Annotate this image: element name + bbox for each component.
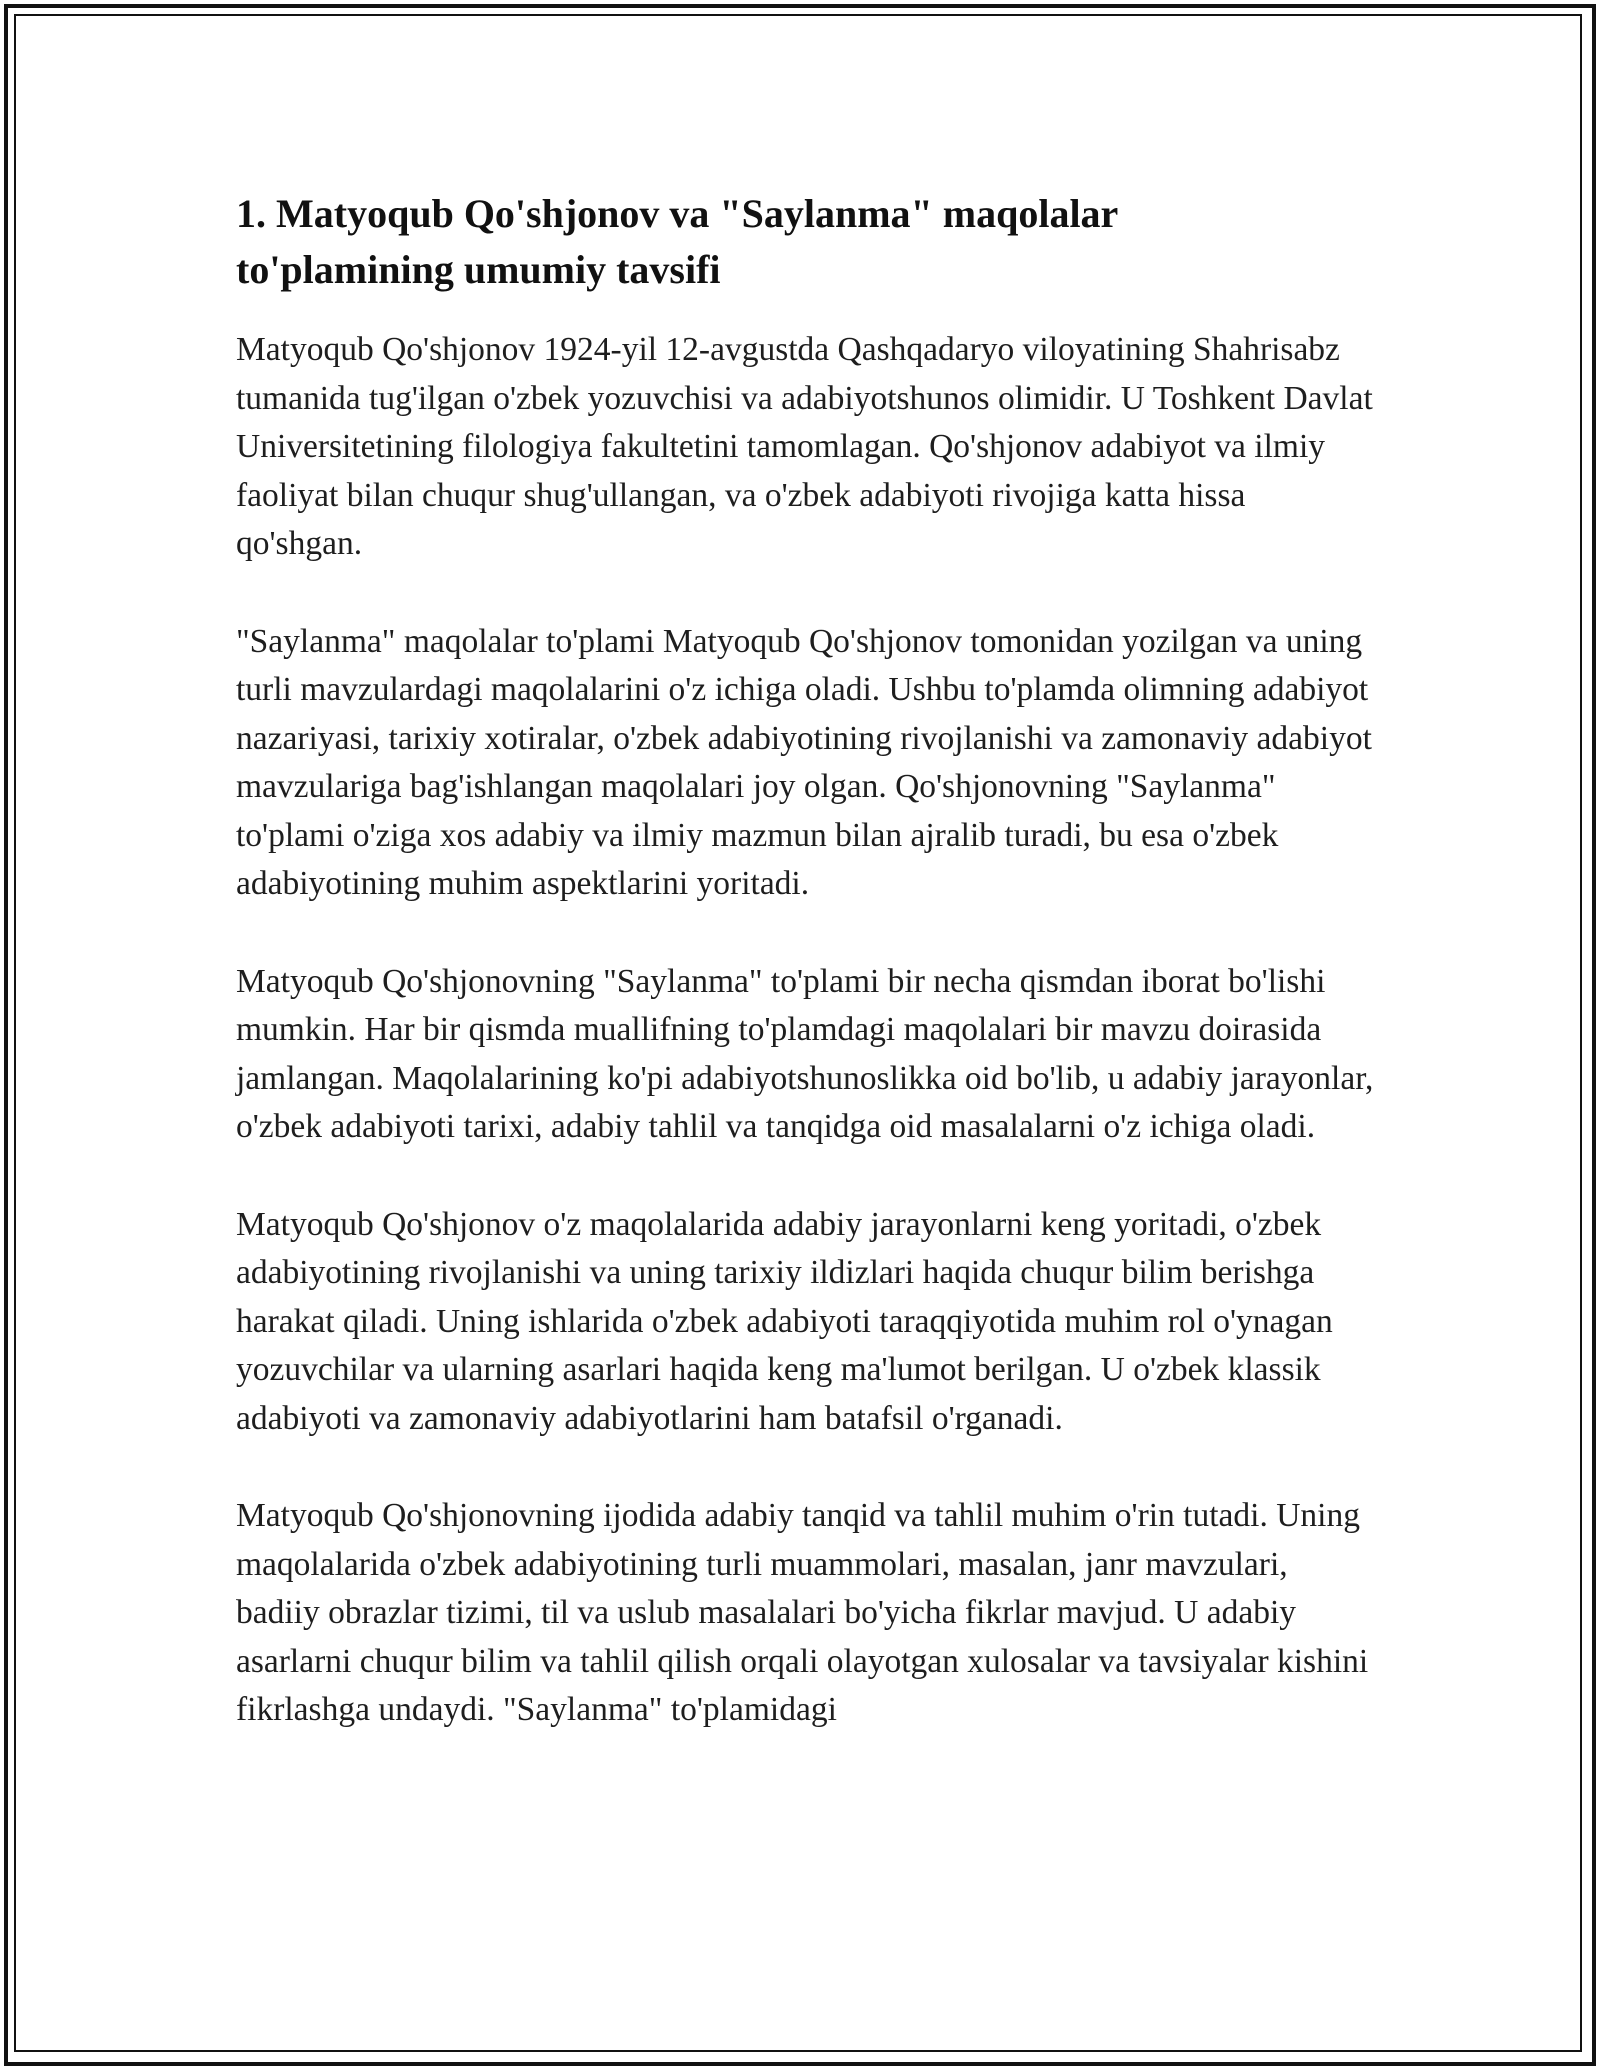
paragraph-collection-structure: Matyoqub Qo'shjonovning "Saylanma" to'plami bir necha qismdan iborat bo'lishi mumkin. Har bir qismda muallifning to'plamdagi maqolalari bir mavzu doirasida jamlangan. Maqolalarining ko'pi adabiyotshunoslikka oid bo'lib, u adabiy jarayonlar, o'zbek adabiyoti tarixi, adabiy tahlil va tanqidga oid masalalarni o'z ichiga oladi. — [236, 962, 1374, 1145]
paragraph-collection-overview: "Saylanma" maqolalar to'plami Matyoqub Qo'shjonov tomonidan yozilgan va uning turli mavzulardagi maqolalarini o'z ichiga oladi. Ushbu to'plamda olimning adabiyot nazariyasi, tarixiy xotiralar, o'zbek adabiyotining rivojlanishi va zamonaviy adabiyot mavzulariga bag'ishlangan maqolalari joy olgan. Qo'shjonovning "Saylanma" to'plami o'ziga xos adabiy va ilmiy mazmun bilan ajralib turadi, bu esa o'zbek adabiyotining muhim aspektlarini yoritadi. — [236, 622, 1372, 902]
paragraph-criticism-analysis: Matyoqub Qo'shjonovning ijodida adabiy tanqid va tahlil muhim o'rin tutadi. Uning maqolalarida o'zbek adabiyotining turli muammolari, masalan, janr mavzulari, badiiy obrazlar tizimi, til va uslub masalalari bo'yicha fikrlar mavjud. U adabiy asarlarni chuqur bilim va tahlil qilish orqali olayotgan xulosalar va tavsiyalar kishini fikrlashga undaydi. "Saylanma" to'plamidagi — [236, 1497, 1369, 1728]
paragraph-biography: Matyoqub Qo'shjonov 1924-yil 12-avgustda Qashqadaryo viloyatining Shahrisabz tumanida tug'ilgan o'zbek yozuvchisi va adabiyotshunos olimidir. U Toshkent Davlat Universitetining filologiya fakultetini tamomlagan. Qo'shjonov adabiyot va ilmiy faoliyat bilan chuqur shug'ullangan, va o'zbek adabiyoti rivojiga katta hissa qo'shgan. — [236, 331, 1373, 562]
paragraph-literary-processes: Matyoqub Qo'shjonov o'z maqolalarida adabiy jarayonlarni keng yoritadi, o'zbek adabiyotining rivojlanishi va uning tarixiy ildizlari haqida chuqur bilim berishga harakat qiladi. Uning ishlarida o'zbek adabiyoti taraqqiyotida muhim rol o'ynagan yozuvchilar va ularning asarlari haqida keng ma'lumot berilgan. U o'zbek klassik adabiyoti va zamonaviy adabiyotlarini ham batafsil o'rganadi. — [236, 1205, 1333, 1437]
section-heading-line-2: to'plamining umumiy tavsifi — [236, 247, 721, 292]
section-heading-line-1: 1. Matyoqub Qo'shjonov va "Saylanma" maqolalar — [236, 191, 1119, 236]
document-body — [236, 186, 1376, 1784]
section-heading — [236, 186, 1376, 298]
